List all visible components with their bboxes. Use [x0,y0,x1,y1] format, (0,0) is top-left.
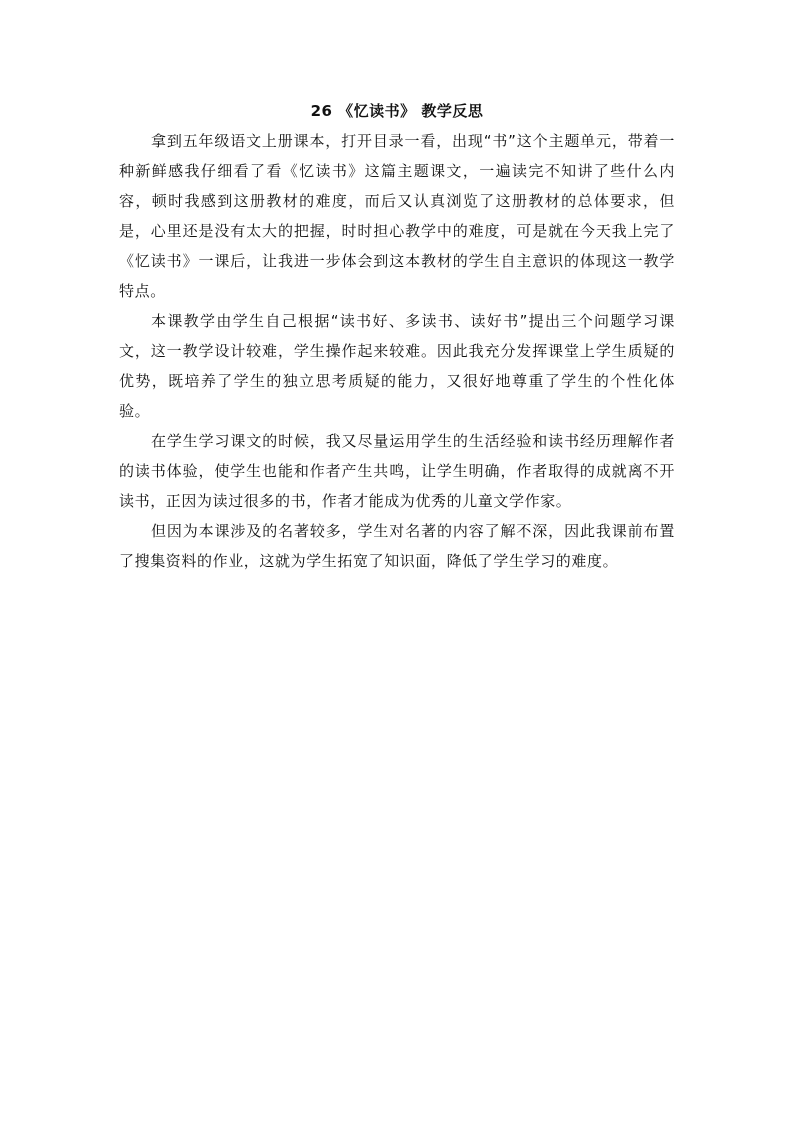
document-body [119,126,675,576]
paragraph-2: 本课教学由学生自己根据“读书好、多读书、读好书”提出三个问题学习课文，这一教学设计较难，学生操作起来较难。因此我充分发挥课堂上学生质疑的优势，既培养了学生的独立思考质疑的能力，又很好地尊重了学生的个性化体验。 [119,312,675,420]
document-title: 26 《忆读书》 教学反思 [310,102,484,120]
paragraph-1: 拿到五年级语文上册课本，打开目录一看，出现“书”这个主题单元，带着一种新鲜感我仔细看了看《忆读书》这篇主题课文，一遍读完不知讲了些什么内容，顿时我感到这册教材的难度，而后又认真浏览了这册教材的总体要求，但是，心里还是没有太大的把握，时时担心教学中的难度，可是就在今天我上完了《忆读书》一课后，让我进一步体会到这本教材的学生自主意识的体现这一教学特点。 [119,132,675,300]
paragraph-3: 在学生学习课文的时候，我又尽量运用学生的生活经验和读书经历理解作者的读书体验，使学生也能和作者产生共鸣，让学生明确，作者取得的成就离不开读书，正因为读过很多的书，作者才能成为优秀的儿童文学作家。 [119,432,675,510]
paragraph-4: 但因为本课涉及的名著较多，学生对名著的内容了解不深，因此我课前布置了搜集资料的作业，这就为学生拓宽了知识面，降低了学生学习的难度。 [119,522,675,570]
